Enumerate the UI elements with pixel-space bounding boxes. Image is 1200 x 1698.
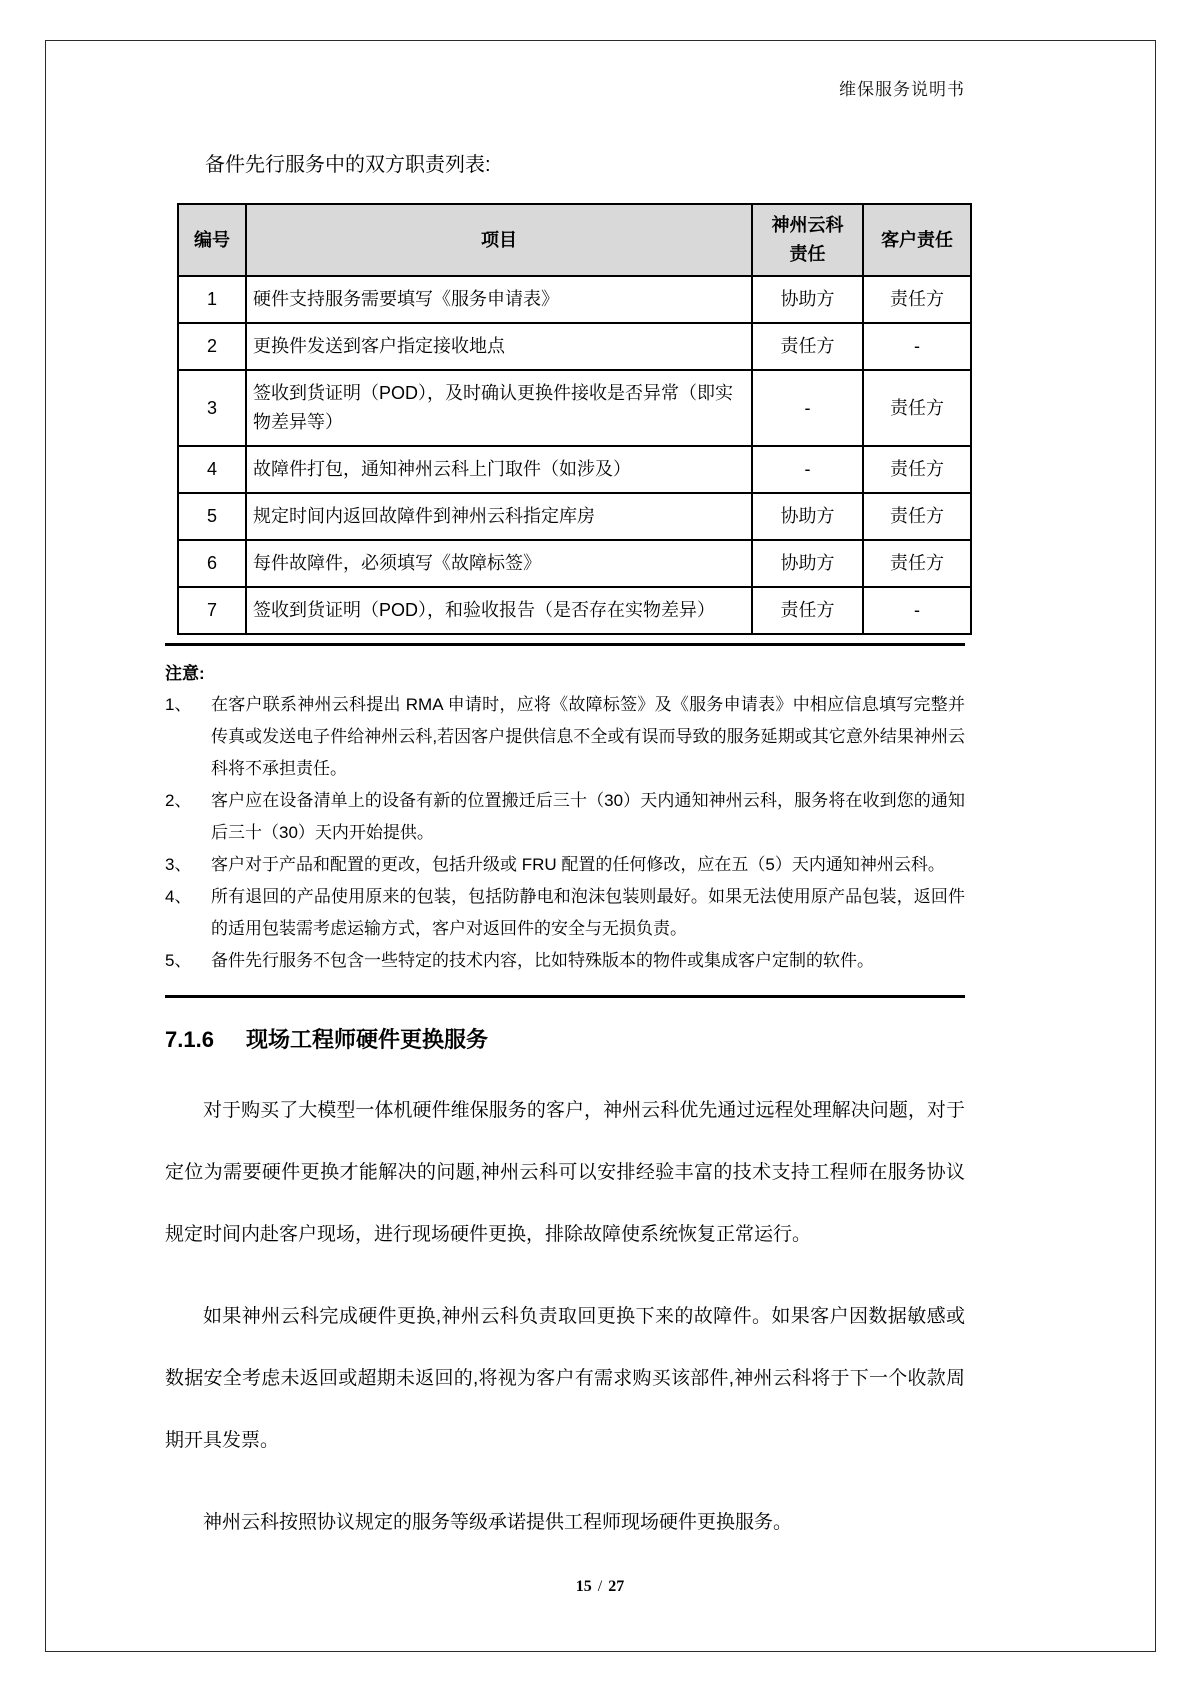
notes-list: [165, 689, 965, 977]
cell-no: 3: [178, 370, 246, 446]
cell-vendor-responsibility: 协助方: [752, 493, 863, 540]
cell-no: 4: [178, 446, 246, 493]
cell-customer-responsibility: 责任方: [863, 276, 971, 323]
cell-item: 故障件打包，通知神州云科上门取件（如涉及）: [246, 446, 752, 493]
note-item: [165, 849, 965, 881]
cell-vendor-responsibility: -: [752, 446, 863, 493]
cell-no: 5: [178, 493, 246, 540]
note-item: [165, 689, 965, 785]
cell-item: 每件故障件，必须填写《故障标签》: [246, 540, 752, 587]
doc-header-title: 维保服务说明书: [839, 80, 965, 99]
col-header-vendor: [752, 204, 863, 276]
cell-item: 硬件支持服务需要填写《服务申请表》: [246, 276, 752, 323]
section-title: 现场工程师硬件更换服务: [245, 1027, 488, 1052]
cell-item: 规定时间内返回故障件到神州云科指定库房: [246, 493, 752, 540]
body-paragraph: 对于购买了大模型一体机硬件维保服务的客户，神州云科优先通过远程处理解决问题，对于定位为需要硬件更换才能解决的问题,神州云科可以安排经验丰富的技术支持工程师在服务协议规定时间内赴客户现场，进行现场硬件更换，排除故障使系统恢复正常运行。: [165, 1100, 965, 1245]
table-row: [178, 323, 971, 370]
col-header-customer: 客户责任: [863, 204, 971, 276]
section-paragraphs: [165, 1080, 965, 1554]
notes-label: 注意:: [165, 664, 205, 683]
cell-customer-responsibility: -: [863, 587, 971, 634]
footer-total-pages: 27: [608, 1578, 625, 1595]
note-number: 4、: [165, 887, 192, 906]
footer-page-number: 15: [575, 1578, 592, 1595]
note-text: 客户应在设备清单上的设备有新的位置搬迁后三十（30）天内通知神州云科，服务将在收到您的通知后三十（30）天内开始提供。: [211, 791, 965, 842]
table-row: [178, 370, 971, 446]
body-paragraph: 神州云科按照协议规定的服务等级承诺提供工程师现场硬件更换服务。: [203, 1512, 793, 1533]
cell-no: 7: [178, 587, 246, 634]
note-text: 备件先行服务不包含一些特定的技术内容，比如特殊版本的物件或集成客户定制的软件。: [211, 951, 874, 970]
table-row: [178, 493, 971, 540]
note-number: 2、: [165, 791, 192, 810]
page-footer: [0, 1578, 1200, 1596]
note-text: 在客户联系神州云科提出 RMA 申请时，应将《故障标签》及《服务申请表》中相应信息填写完整并传真或发送电子件给神州云科,若因客户提供信息不全或有误而导致的服务延期或其它意外结果神州云科将不承担责任。: [211, 695, 965, 778]
cell-customer-responsibility: 责任方: [863, 446, 971, 493]
note-number: 3、: [165, 855, 192, 874]
footer-separator: /: [597, 1578, 603, 1595]
col-header-vendor-line1: 神州云科: [771, 215, 844, 235]
page-content: [165, 0, 965, 1554]
note-item: [165, 945, 965, 977]
table-row: [178, 276, 971, 323]
cell-item: 更换件发送到客户指定接收地点: [246, 323, 752, 370]
col-header-item: 项目: [246, 204, 752, 276]
cell-item: 签收到货证明（POD），及时确认更换件接收是否异常（即实物差异等）: [246, 370, 752, 446]
divider-rule-bottom: [165, 995, 965, 998]
cell-customer-responsibility: 责任方: [863, 493, 971, 540]
cell-no: 1: [178, 276, 246, 323]
cell-customer-responsibility: 责任方: [863, 540, 971, 587]
responsibility-table: [177, 203, 972, 635]
table-header: [178, 204, 971, 276]
cell-no: 2: [178, 323, 246, 370]
cell-no: 6: [178, 540, 246, 587]
cell-customer-responsibility: -: [863, 323, 971, 370]
col-header-vendor-line2: 责任: [789, 244, 826, 264]
table-header-row: [178, 204, 971, 276]
note-number: 5、: [165, 951, 192, 970]
cell-item: 签收到货证明（POD），和验收报告（是否存在实物差异）: [246, 587, 752, 634]
table-row: [178, 587, 971, 634]
col-header-no: 编号: [178, 204, 246, 276]
section-heading: [165, 1023, 965, 1054]
intro-text: 备件先行服务中的双方职责列表:: [205, 154, 491, 176]
cell-customer-responsibility: 责任方: [863, 370, 971, 446]
table-row: [178, 446, 971, 493]
table-body: [178, 276, 971, 634]
note-text: 所有退回的产品使用原来的包装，包括防静电和泡沫包装则最好。如果无法使用原产品包装，返回件的适用包装需考虑运输方式，客户对返回件的安全与无损负责。: [211, 887, 965, 938]
note-text: 客户对于产品和配置的更改，包括升级或 FRU 配置的任何修改，应在五（5）天内通知神州云科。: [211, 855, 945, 874]
table-row: [178, 540, 971, 587]
body-paragraph: 如果神州云科完成硬件更换,神州云科负责取回更换下来的故障件。如果客户因数据敏感或数据安全考虑未返回或超期未返回的,将视为客户有需求购买该部件,神州云科将于下一个收款周期开具发票。: [165, 1306, 965, 1451]
cell-vendor-responsibility: -: [752, 370, 863, 446]
cell-vendor-responsibility: 责任方: [752, 587, 863, 634]
cell-vendor-responsibility: 协助方: [752, 540, 863, 587]
note-item: [165, 785, 965, 849]
cell-vendor-responsibility: 责任方: [752, 323, 863, 370]
note-number: 1、: [165, 695, 192, 714]
note-item: [165, 881, 965, 945]
cell-vendor-responsibility: 协助方: [752, 276, 863, 323]
section-number: 7.1.6: [165, 1027, 214, 1052]
divider-rule-top: [165, 643, 965, 646]
